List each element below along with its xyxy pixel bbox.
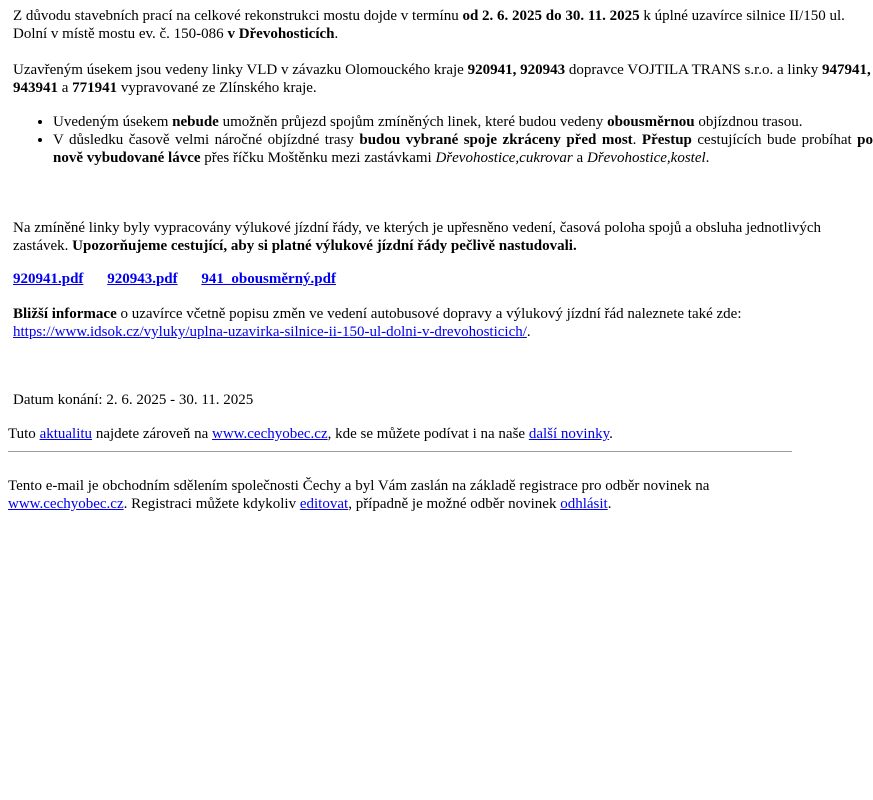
edit-registration-link[interactable]: editovat — [299, 496, 349, 512]
text: najdete zároveň na — [92, 426, 212, 442]
line-numbers: 947941, 943941 — [13, 62, 871, 96]
text: V důsledku časově velmi náročné objízdné trasy — [53, 132, 360, 148]
paragraph-timetables — [13, 219, 873, 255]
footer-note — [8, 425, 613, 443]
emphasis: Přestup — [641, 132, 692, 148]
text: umožněn průjezd spojům zmíněných linek, které budou vedeny — [218, 114, 608, 130]
pdf-link-941-obousmerny[interactable]: 941_obousměrný.pdf — [201, 271, 336, 287]
line-numbers: 920941, 920943 — [467, 62, 566, 78]
info-list — [13, 113, 873, 167]
text: a — [572, 150, 587, 166]
text: . — [705, 150, 710, 166]
divider — [8, 451, 792, 452]
text: , případně je možné odběr novinek — [348, 496, 561, 512]
paragraph-closure-dates — [13, 7, 873, 43]
text: cestujících bude probíhat — [691, 132, 858, 148]
emphasis: budou vybrané spoje zkráceny před most — [359, 132, 633, 148]
text: . — [632, 132, 642, 148]
footer-disclaimer — [8, 477, 792, 513]
pdf-links — [13, 270, 356, 288]
stop-name: Dřevohostice,cukrovar — [435, 150, 573, 166]
unsubscribe-link[interactable]: odhlásit — [560, 496, 608, 512]
text: Uzavřeným úsekem jsou vedeny linky VLD v závazku Olomouckého kraje — [13, 62, 468, 78]
text: Z důvodu stavebních prací na celkové rekonstrukci mostu dojde v termínu — [13, 8, 463, 24]
cechyobec-link[interactable]: www.cechyobec.cz — [212, 426, 328, 442]
warning: Upozorňujeme cestující, aby si platné výlukové jízdní řády pečlivě nastudovali. — [72, 238, 577, 254]
text: . — [609, 426, 613, 442]
list-item — [53, 113, 873, 131]
pdf-link-920943[interactable]: 920943.pdf — [107, 271, 178, 287]
text: objízdnou trasou. — [694, 114, 803, 130]
closure-dates: od 2. 6. 2025 do 30. 11. 2025 — [462, 8, 640, 24]
text: o uzavírce včetně popisu změn ve vedení autobusové dopravy a výlukový jízdní řád naleznete také zde: — [116, 306, 742, 322]
emphasis: nebude — [172, 114, 219, 130]
text: a — [58, 80, 73, 96]
text: k úplné uzavírce silnice II/150 ul. Dolní v místě mostu ev. č. 150-086 — [13, 8, 845, 42]
location: v Dřevohosticích — [227, 26, 335, 42]
text: . — [607, 496, 612, 512]
emphasis: po nově vybudované lávce — [53, 132, 873, 166]
line-numbers: 771941 — [72, 80, 118, 96]
paragraph-more-info — [13, 305, 873, 341]
text: přes říčku Moštěnku mezi zastávkami — [200, 150, 436, 166]
idsok-link[interactable]: https://www.idsok.cz/vyluky/uplna-uzavirka-silnice-ii-150-ul-dolni-v-drevohosticich/ — [13, 324, 527, 340]
text: . — [334, 26, 339, 42]
text: Tento e-mail je obchodním sdělením společnosti Čechy a byl Vám zaslán na základě registrace pro odběr novinek na — [8, 478, 710, 494]
list-item — [53, 131, 873, 167]
text: Uvedeným úsekem — [53, 114, 173, 130]
pdf-link-920941[interactable]: 920941.pdf — [13, 271, 84, 287]
emphasis: obousměrnou — [607, 114, 695, 130]
event-date: Datum konání: 2. 6. 2025 - 30. 11. 2025 — [13, 392, 254, 408]
text: . Registraci můžete kdykoliv — [123, 496, 300, 512]
aktualita-link[interactable]: aktualitu — [39, 426, 93, 442]
text: , kde se můžete podívat i na naše — [327, 426, 529, 442]
cechyobec-link[interactable]: www.cechyobec.cz — [8, 496, 124, 512]
text: Na zmíněné linky byly vypracovány výlukové jízdní řády, ve kterých je upřesněno vedení, časová poloha spojů a obsluha jednotlivých zastávek. — [13, 220, 821, 254]
emphasis: Bližší informace — [13, 306, 117, 322]
text: vypravované ze Zlínského kraje. — [117, 80, 317, 96]
text: Tuto — [8, 426, 40, 442]
text: . — [526, 324, 531, 340]
stop-name: Dřevohostice,kostel — [586, 150, 706, 166]
text: dopravce VOJTILA TRANS s.r.o. a linky — [565, 62, 823, 78]
more-news-link[interactable]: další novinky — [528, 426, 610, 442]
paragraph-lines — [13, 61, 873, 97]
